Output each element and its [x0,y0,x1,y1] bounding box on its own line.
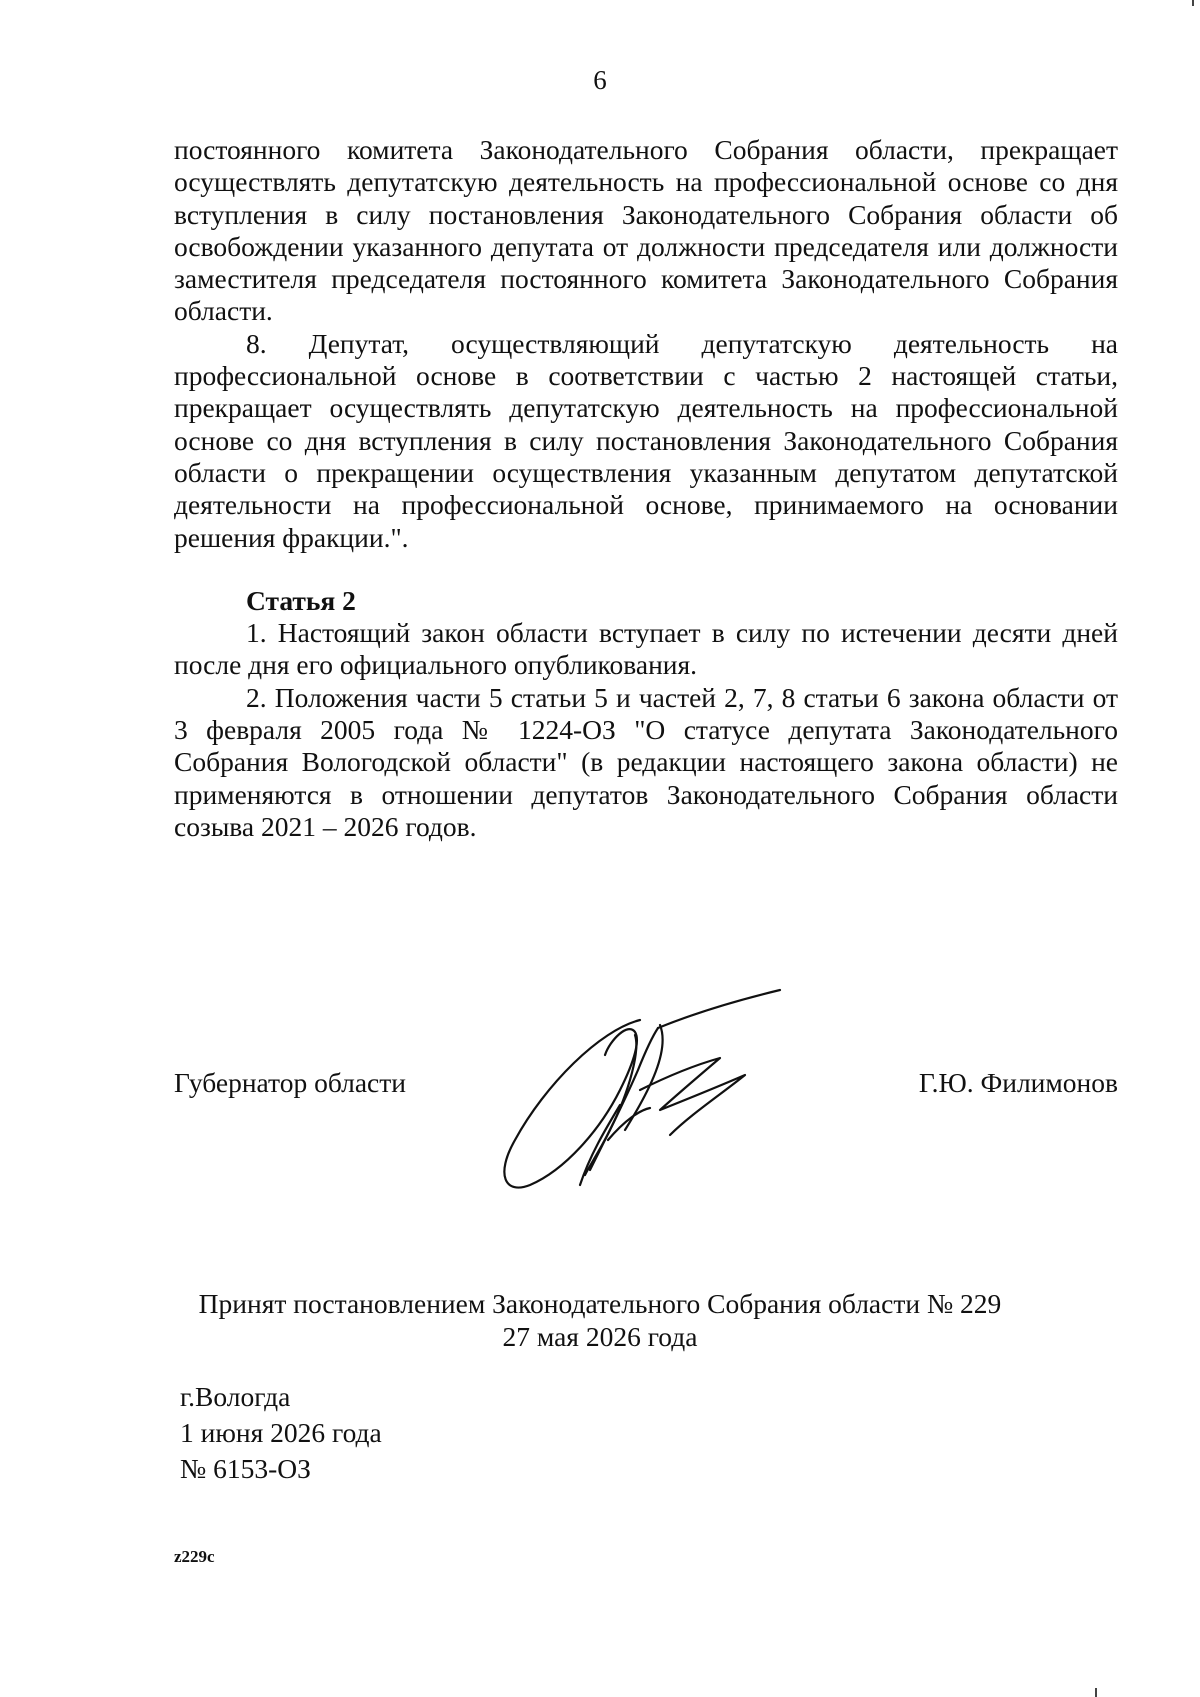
article-heading: Статья 2 [246,584,356,616]
page-number: 6 [593,65,607,95]
document-body [174,134,1118,843]
signatory-name: Г.Ю. Филимонов [918,1067,1118,1098]
scan-edge-mark [1095,1688,1097,1697]
place-and-date [180,1379,382,1487]
article-paragraph-1: 1. Настоящий закон области вступает в силу по истечении десяти дней после дня его официального опубликования. [174,617,1118,681]
body-paragraph-continuation: постоянного комитета Законодательного Собрания области, прекращает осуществлять депутатскую деятельность на профессиональной основе со дня вступления в силу постановления Законодательного Собрания области об освобождении указанного депутата от должности председателя или должности заместителя председателя постоянного комитета Законодательного Собрания области. [174,134,1118,327]
adoption-note [0,1287,1200,1353]
scan-edge-mark [1192,0,1194,6]
article-paragraph-2: 2. Положения части 5 статьи 5 и частей 2, 7, 8 статьи 6 закона области от 3 февраля 2005 года № 1224-ОЗ "О статусе депутата Законодательного Собрания Вологодской области" (в редакции настоящего закона области) не применяются в отношении депутатов Законодательного Собрания области созыва 2021 – 2026 годов. [174,681,1118,842]
city: г.Вологда [180,1381,291,1412]
document-code: z229c [174,1547,215,1566]
signatory-position: Губернатор области [174,1067,406,1098]
handwritten-signature [490,980,830,1200]
body-paragraph-item-8: 8. Депутат, осуществляющий депутатскую деятельность на профессиональной основе в соответствии с частью 2 настоящей статьи, прекращает осуществлять депутатскую деятельность на профессиональной основе со дня вступления в силу постановления Законодательного Собрания области о прекращении осуществления указанным депутатом депутатской деятельности на профессиональной основе, принимаемого на основании решения фракции.". [174,327,1118,553]
adoption-resolution: Принят постановлением Законодательного Собрания области № 229 [198,1288,1002,1319]
law-number: № 6153-ОЗ [180,1453,311,1484]
adoption-date: 27 мая 2026 года [502,1321,698,1352]
signing-date: 1 июня 2026 года [180,1417,382,1448]
